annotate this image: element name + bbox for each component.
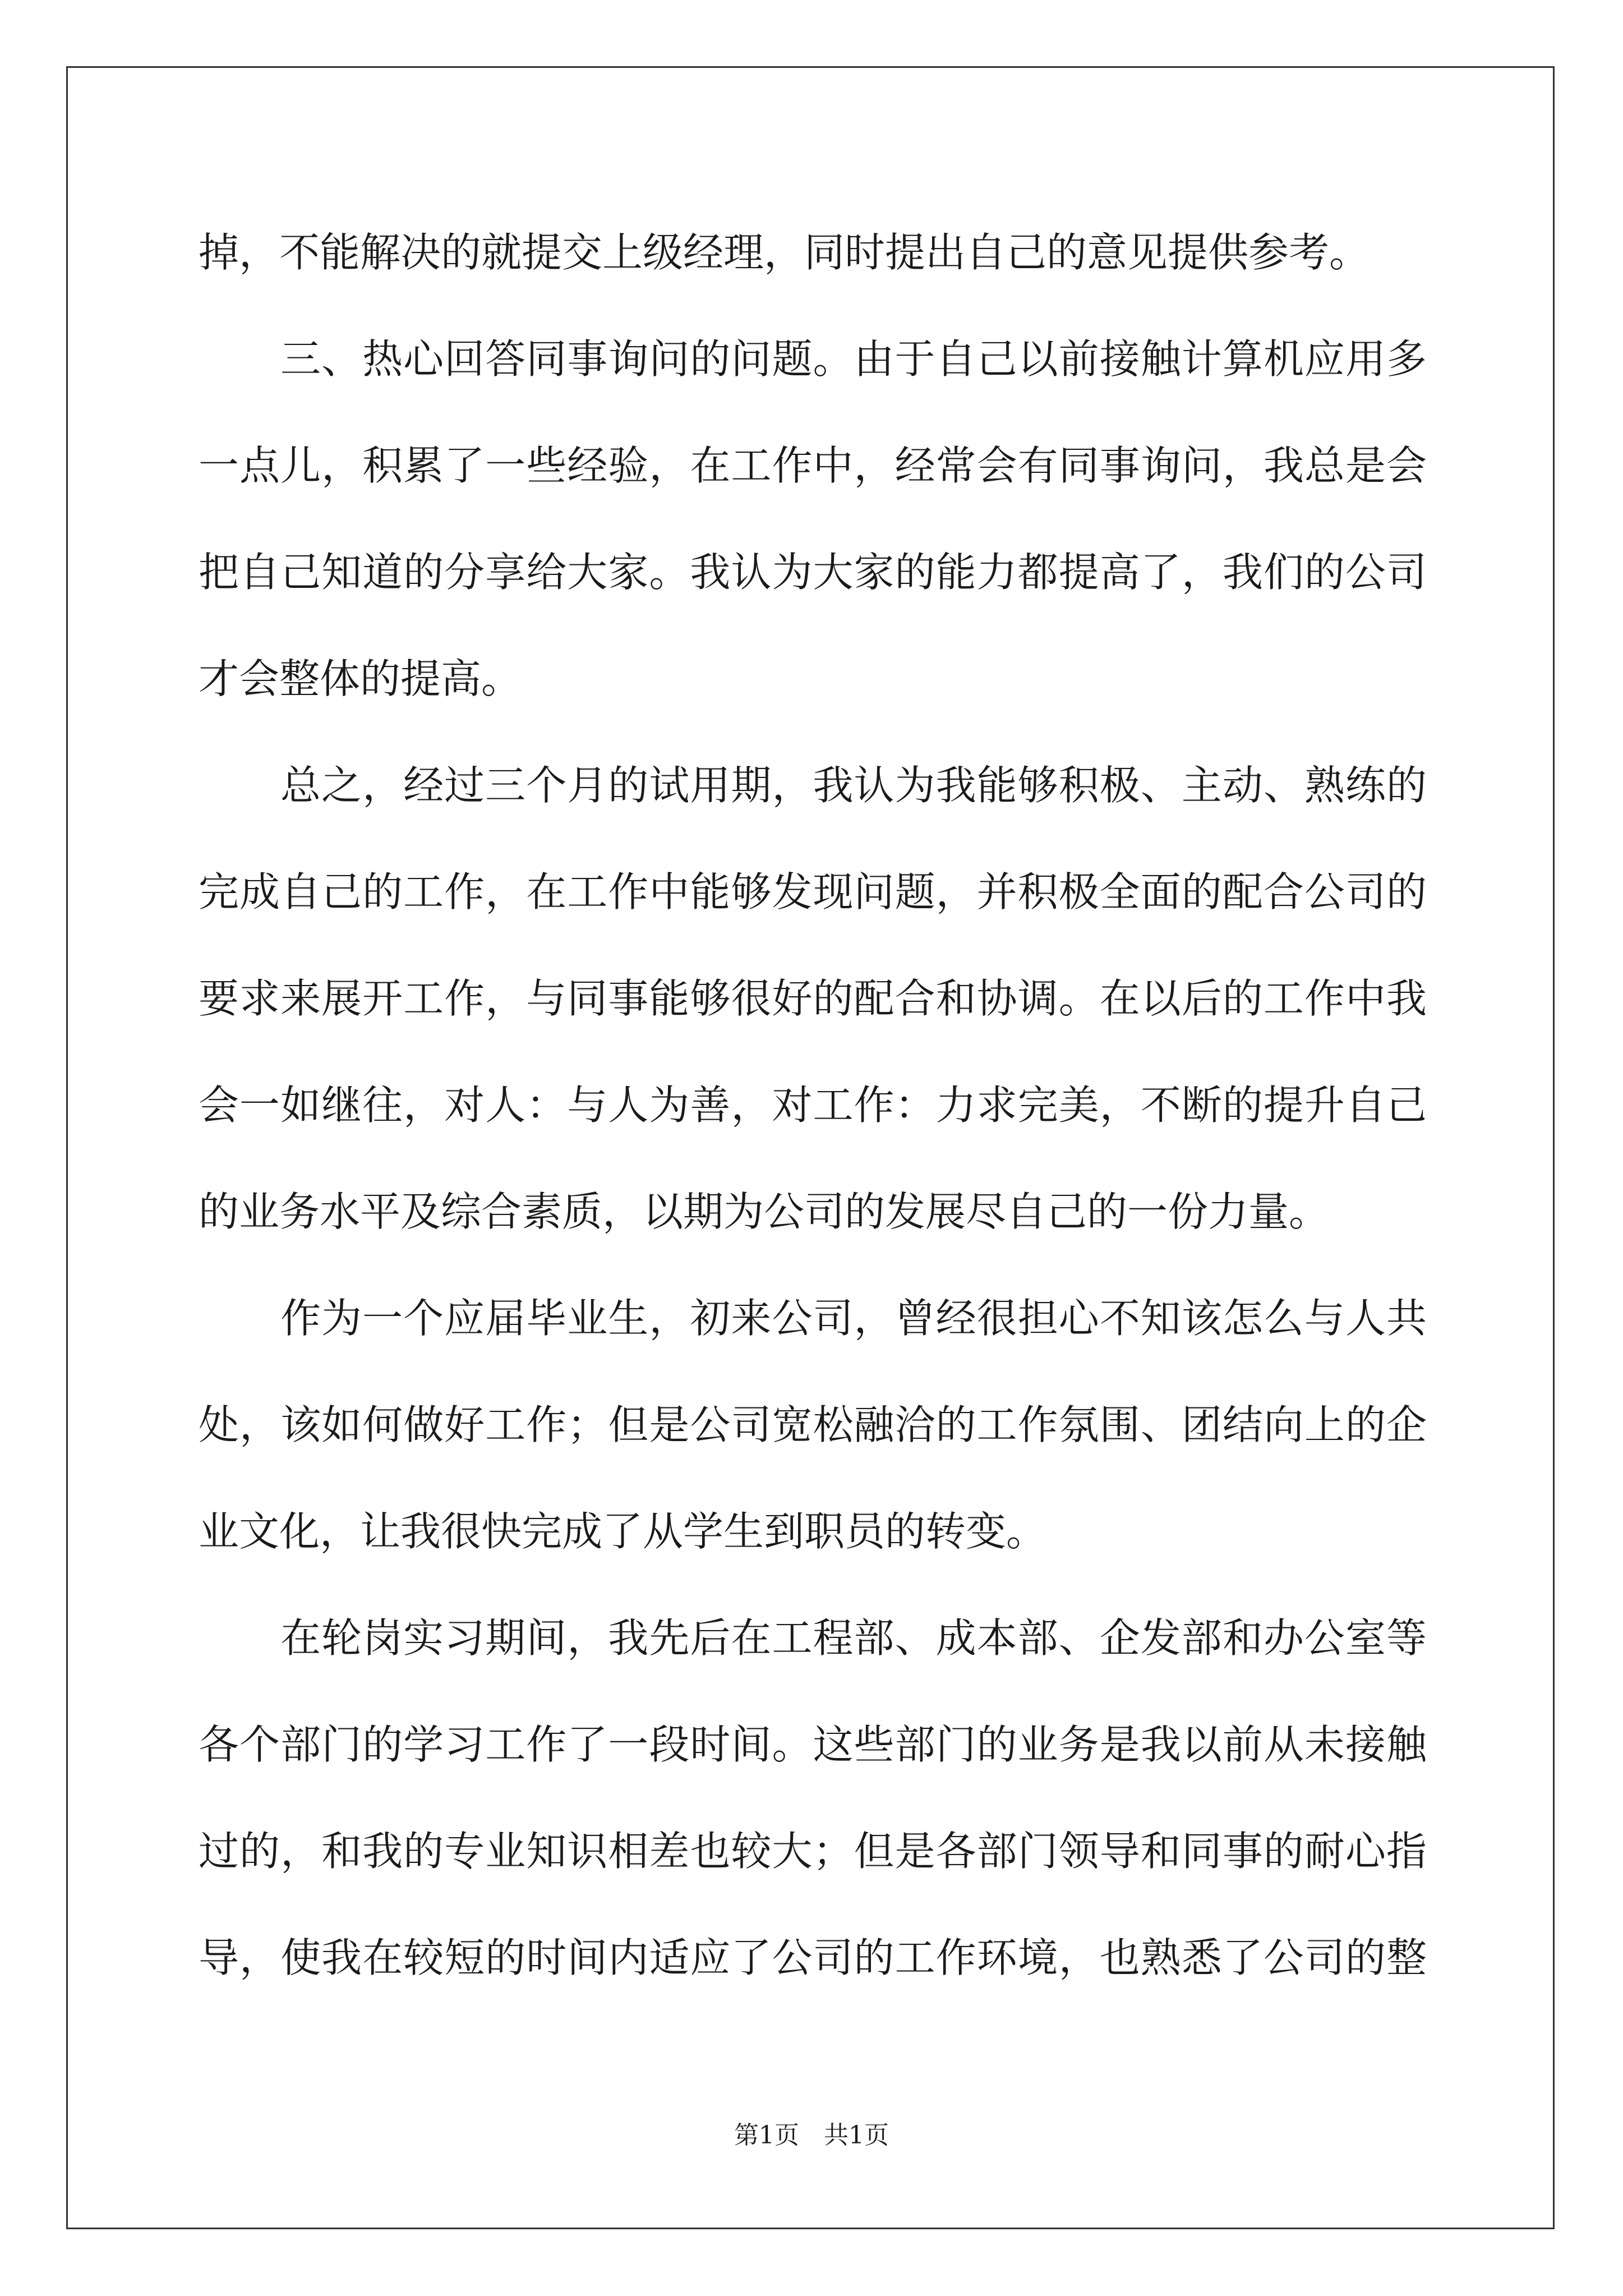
text-line: 过的，和我的专业知识相差也较大；但是各部门领导和同事的耐心指	[199, 1828, 1427, 1875]
text-line: 处，该如何做好工作；但是公司宽松融洽的工作氛围、团结向上的企	[199, 1401, 1427, 1448]
text-line: 掉，不能解决的就提交上级经理，同时提出自己的意见提供参考。	[199, 229, 1370, 276]
text-line: 才会整体的提高。	[199, 655, 522, 702]
text-line: 在轮岗实习期间，我先后在工程部、成本部、企发部和办公室等	[280, 1614, 1427, 1662]
text-line: 业文化，让我很快完成了从学生到职员的转变。	[199, 1508, 1047, 1555]
text-line: 一点儿，积累了一些经验，在工作中，经常会有同事询问，我总是会	[199, 442, 1427, 489]
text-line: 把自己知道的分享给大家。我认为大家的能力都提高了，我们的公司	[199, 549, 1427, 596]
text-line: 要求来展开工作，与同事能够很好的配合和协调。在以后的工作中我	[199, 975, 1427, 1022]
text-line: 完成自己的工作，在工作中能够发现问题，并积极全面的配合公司的	[199, 868, 1427, 915]
text-line: 作为一个应届毕业生，初来公司，曾经很担心不知该怎么与人共	[280, 1295, 1427, 1342]
text-line: 三、热心回答同事询问的问题。由于自己以前接触计算机应用多	[280, 335, 1427, 383]
text-line: 会一如继往，对人：与人为善，对工作：力求完美，不断的提升自己	[199, 1082, 1427, 1129]
text-line: 导，使我在较短的时间内适应了公司的工作环境，也熟悉了公司的整	[199, 1934, 1427, 1981]
document-body	[199, 199, 1427, 2011]
page-number: 第1页 共1页	[734, 2121, 889, 2150]
text-line: 的业务水平及综合素质，以期为公司的发展尽自己的一份力量。	[199, 1188, 1330, 1235]
text-line: 总之，经过三个月的试用期，我认为我能够积极、主动、熟练的	[280, 762, 1427, 809]
text-line: 各个部门的学习工作了一段时间。这些部门的业务是我以前从未接触	[199, 1721, 1427, 1768]
